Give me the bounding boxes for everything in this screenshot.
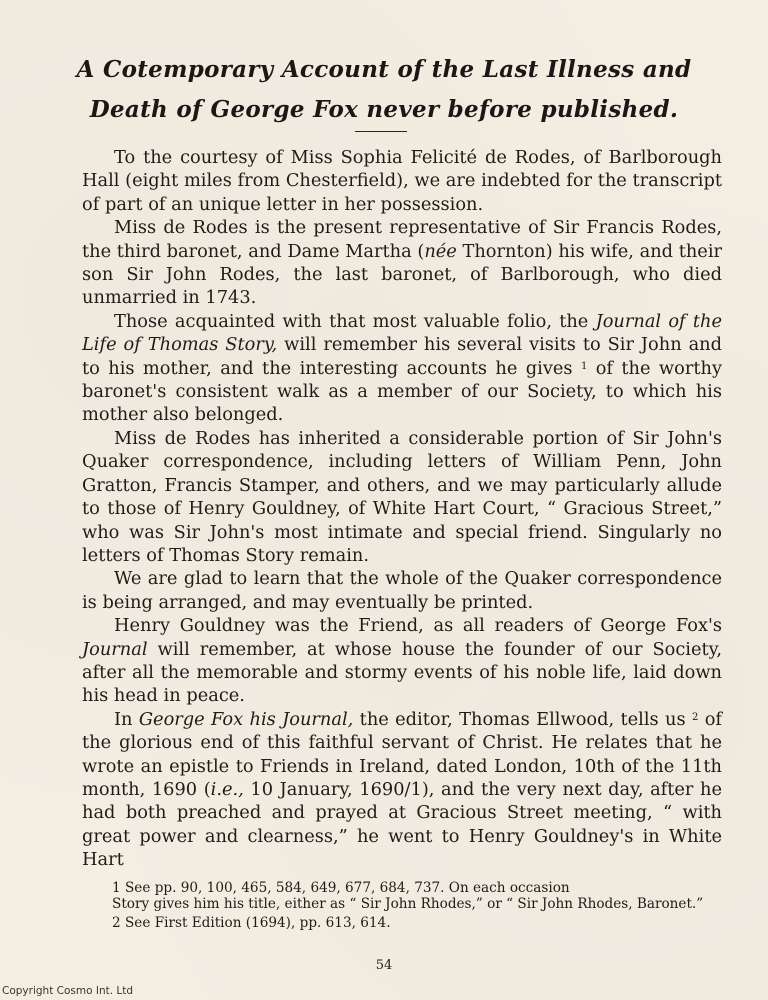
footnote-2: 2 See First Edition (1694), pp. 613, 614. — [112, 915, 391, 931]
footnote-1-continued: Story gives him his title, either as “ Sir John Rhodes,” or “ Sir John Rhodes, Baronet.” — [112, 896, 704, 912]
paragraph-1: To the courtesy of Miss Sophia Felicité de Rodes, of Barlborough Hall (eight miles from Chesterfield), we are indebted for the transcript of part of an unique letter in her possession. — [82, 147, 722, 215]
footnote-ref-2: 2 — [691, 711, 699, 723]
title-line-1: A Cotemporary Account of the Last Illness and — [76, 56, 692, 83]
article-body — [82, 146, 722, 872]
paragraph-7: In George Fox his Journal, the editor, Thomas Ellwood, tells us $^2$ of the glorious end of this faithful servant of Christ. He relates that he wrote an epistle to Friends in Ireland, dated London, 10th of the 11th month, 1690 (i.e., 10 January, 1690/1), and the very next day, after he had both preached and prayed at Gracious Street meeting, “ with great power and clearness,” he went to Henry Gouldney's in White Hart — [82, 708, 722, 871]
article-title — [40, 50, 728, 130]
paragraph-5: We are glad to learn that the whole of the Quaker correspondence is being arranged, and may eventually be printed. — [82, 568, 722, 613]
copyright-watermark: Copyright Cosmo Int. Ltd — [2, 985, 134, 997]
paragraph-3: Those acquainted with that most valuable folio, the Journal of the Life of Thomas Story, will remember his several visits to Sir John and to his mother, and the interesting accounts he gives $^1$ of the worthy baronet's consistent walk as a member of our Society, to which his mother also belonged. — [82, 310, 723, 426]
paragraph-2: Miss de Rodes is the present representative of Sir Francis Rodes, the third baronet, and Dame Martha (née Thornton) his wife, and their son Sir John Rodes, the last baronet, of Barlborough, who died unmarried in 1743. — [82, 217, 723, 309]
footnote-1: 1 See pp. 90, 100, 465, 584, 649, 677, 684, 737. On each occasion — [112, 880, 570, 896]
page-number: 54 — [375, 958, 393, 973]
title-divider — [355, 131, 407, 132]
paragraph-4: Miss de Rodes has inherited a considerable portion of Sir John's Quaker correspondence, including letters of William Penn, John Gratton, Francis Stamper, and others, and we may particularly allude to those of Henry Gouldney, of White Hart Court, “ Gracious Street,” who was Sir John's most intimate and special friend. Singularly no letters of Thomas Story remain. — [82, 427, 722, 566]
footnotes — [82, 880, 722, 931]
title-line-2: Death of George Fox never before published. — [89, 96, 679, 123]
paragraph-6: Henry Gouldney was the Friend, as all readers of George Fox's Journal will remember, at whose house the founder of our Society, after all the memorable and stormy events of his noble life, laid down his head in peace. — [82, 615, 722, 707]
footnote-ref-1: 1 — [580, 360, 588, 372]
